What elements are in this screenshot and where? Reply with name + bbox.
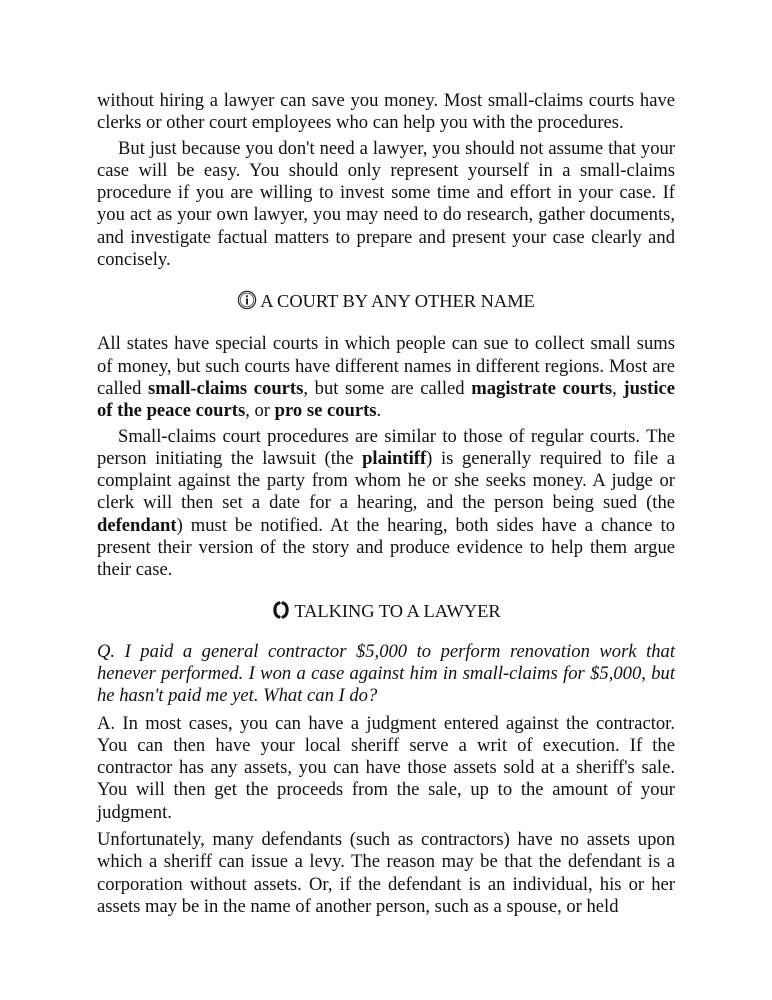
procedures-paragraph: Small-claims court procedures are similar to those of regular courts. The person initiating the lawsuit (the plaintiff) is generally required to file a complaint against the party from whom he or she seeks money. A judge or clerk will then set a date for a hearing, and the person being sued (the defendant) must be notified. At the hearing, both sides have a chance to present their version of the story and produce evidence to help them argue their case. (97, 425, 675, 581)
term-defendant: defendant (97, 514, 177, 536)
intro-paragraph-2: But just because you don't need a lawyer, you should not assume that your case will be easy. You should only represent yourself in a small-claims procedure if you are willing to invest some time and effort in your case. If you act as your own lawyer, you may need to do research, gather documents, and investigate factual matters to prepare and present your case clearly and concisely. (97, 137, 675, 271)
intro-paragraph-1: without hiring a lawyer can save you money. Most small-claims courts have clerks or other court employees who can help you with the procedures. (97, 90, 675, 134)
term-plaintiff: plaintiff (362, 447, 427, 469)
page-content (97, 90, 675, 918)
court-names-paragraph: All states have special courts in which people can sue to collect small sums of money, but such courts have different names in different regions. Most are called small-claims courts, but some are called magistrate courts, justice of the peace courts, or pro se courts. (97, 333, 676, 422)
term-small-claims-courts: small-claims courts (148, 377, 304, 399)
term-justice-of-the-peace-courts: justice of the peace courts (97, 377, 676, 422)
question-paragraph: Q. I paid a general contractor $5,000 to perform renovation work that henever performed. I won a case against him in small-claims for $5,000, but he hasn't paid me yet. What can I do? (97, 640, 675, 707)
section-heading-court-names (97, 290, 675, 315)
section-title: TALKING TO A LAWYER (294, 600, 501, 621)
answer-paragraph-1: A. In most cases, you can have a judgment entered against the contractor. You can then have your local sheriff serve a writ of execution. If the contractor has any assets, you can have those assets sold at a sheriff's sale. You will then get the proceeds from the sale, up to the amount of your judgment. (97, 712, 675, 823)
term-pro-se-courts: pro se courts (274, 400, 377, 422)
section-title: A COURT BY ANY OTHER NAME (260, 291, 535, 312)
term-magistrate-courts: magistrate courts (471, 377, 613, 399)
talk-icon (271, 600, 291, 625)
section-heading-talking-to-lawyer (97, 600, 675, 625)
info-icon (237, 290, 257, 315)
answer-paragraph-2: Unfortunately, many defendants (such as contractors) have no assets upon which a sheriff can issue a levy. The reason may be that the defendant is a corporation without assets. Or, if the defendant is an individual, his or her assets may be in the name of another person, such as a spouse, or held (97, 829, 675, 917)
